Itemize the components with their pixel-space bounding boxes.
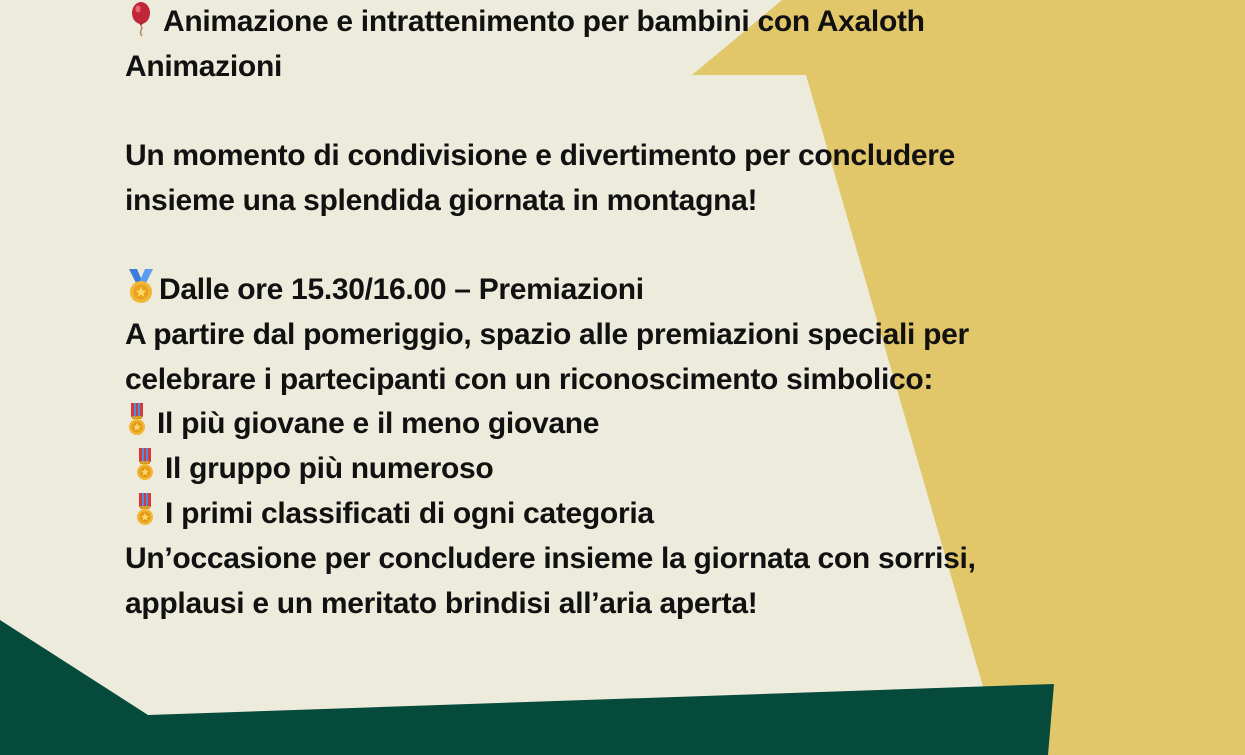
entertainment-title-text: Animazione e intrattenimento per bambini con Axaloth <box>163 5 925 38</box>
gold-medal-icon <box>125 269 157 305</box>
closing-paragraph-line-2: insieme una splendida giornata in montagna! <box>125 184 758 217</box>
military-medal-icon <box>125 403 149 439</box>
awards-intro-line-1: A partire dal pomeriggio, spazio alle premiazioni speciali per <box>125 318 969 351</box>
military-medal-icon <box>133 448 157 484</box>
awards-outro-line-2: applausi e un meritato brindisi all’aria aperta! <box>125 587 758 620</box>
award-item <box>125 492 654 536</box>
award-item-label: Il gruppo più numeroso <box>165 452 494 485</box>
awards-title <box>125 268 644 312</box>
balloon-icon <box>125 1 157 37</box>
awards-intro-line-2: celebrare i partecipanti con un riconoscimento simbolico: <box>125 363 934 396</box>
green-shape <box>0 620 1054 755</box>
awards-title-text: Dalle ore 15.30/16.00 – Premiazioni <box>159 273 644 306</box>
entertainment-title-line-1 <box>125 0 925 44</box>
award-item-label: Il più giovane e il meno giovane <box>157 407 600 440</box>
awards-outro-line-1: Un’occasione per concludere insieme la giornata con sorrisi, <box>125 542 976 575</box>
award-item-label: I primi classificati di ogni categoria <box>165 497 654 530</box>
closing-paragraph-line-1: Un momento di condivisione e divertimento per concludere <box>125 139 956 172</box>
award-item <box>125 447 493 491</box>
military-medal-icon <box>133 493 157 529</box>
award-item <box>125 402 599 446</box>
entertainment-title-line-2: Animazioni <box>125 50 283 83</box>
